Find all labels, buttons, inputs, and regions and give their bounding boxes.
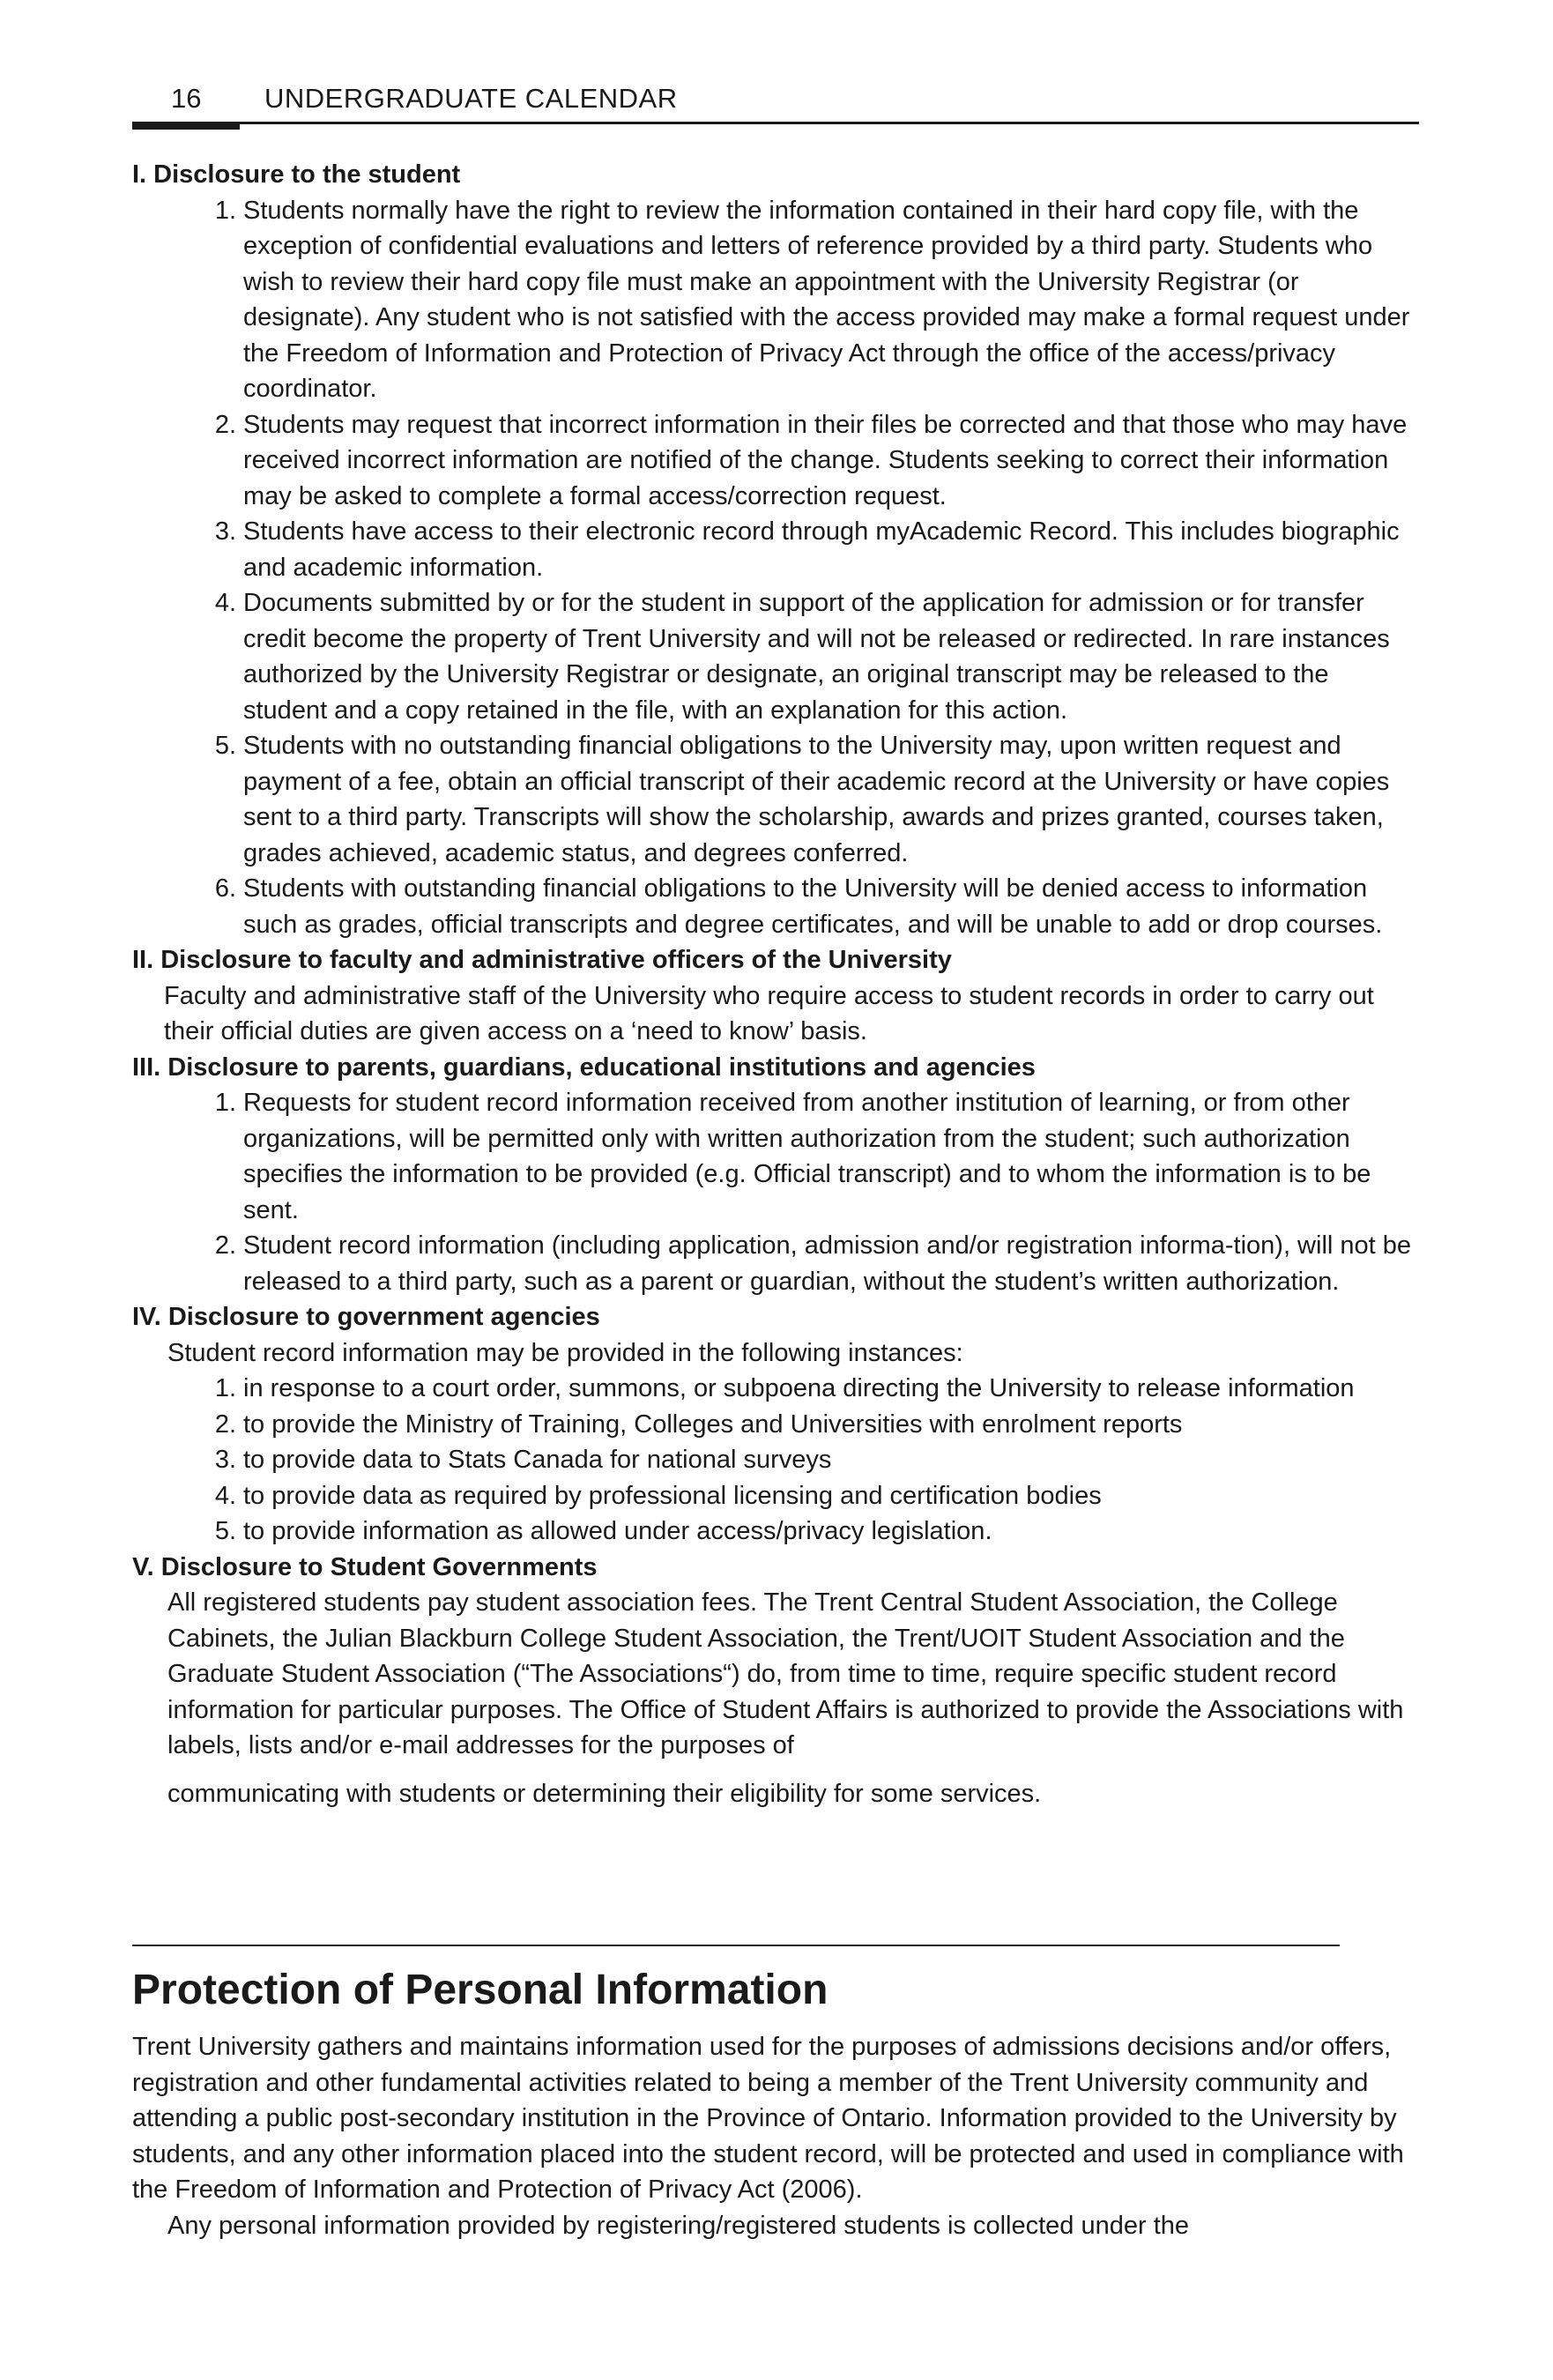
protection-heading: Protection of Personal Information	[132, 1967, 829, 2013]
section-paragraph: All registered students pay student association fees. The Trent Central Student Association, the College Cabinets, the Julian Blackburn College Student Association, the Trent/UOIT Student Association and the Graduate Student Association (“The Associations“) do, from time to time, require specific student record information for particular purposes. The Office of Student Affairs is authorized to provide the Associations with labels, lists and/or e-mail addresses for the purposes of	[167, 1588, 1404, 1759]
item-number: 5.	[214, 732, 236, 760]
item-number: 3.	[214, 1446, 236, 1474]
item-text: Student record information (including application, admission and/or registration informa-tion), will not be released to a third party, such as a parent or guardian, without the student’s written authorization.	[243, 1231, 1412, 1296]
item-number: 4.	[214, 1481, 236, 1510]
list-item	[132, 1442, 1419, 1478]
section-separator	[132, 1945, 1340, 1946]
item-number: 5.	[214, 1517, 236, 1545]
list-item	[132, 514, 1419, 585]
item-number: 2.	[214, 1231, 236, 1260]
item-text: Students have access to their electronic record through myAcademic Record. This includes biographic and academic information.	[243, 517, 1400, 582]
protection-body	[132, 2029, 1419, 2243]
header-bar-mark	[132, 122, 240, 130]
list-item	[132, 1514, 1419, 1550]
numbered-list	[132, 193, 1419, 943]
item-text: to provide data as required by professional licensing and certification bodies	[243, 1481, 1102, 1510]
section-heading: II. Disclosure to faculty and administrative officers of the University	[132, 946, 952, 974]
item-text: Students normally have the right to review the information contained in their hard copy file, with the exception of confidential evaluations and letters of reference provided by a third party. Students who wish to review their hard copy file must make an appointment with the University Registrar (or designate). Any student who is not satisfied with the access provided may make a formal request under the Freedom of Information and Protection of Privacy Act through the office of the access/privacy coordinator.	[243, 196, 1410, 403]
list-item	[132, 407, 1419, 515]
section-paragraph-end: communicating with students or determining their eligibility for some services.	[167, 1779, 1042, 1808]
item-number: 2.	[214, 1409, 236, 1439]
list-item	[132, 1371, 1419, 1407]
item-number: 1.	[214, 1089, 236, 1117]
item-text: Requests for student record information received from another institution of learning, or from other organizations, will be permitted only with written authorization from the student; such authorization specifies the information to be provided (e.g. Official transcript) and to whom the information is to be sent.	[243, 1089, 1371, 1224]
section-heading: I. Disclosure to the student	[132, 160, 461, 189]
page-number: 16	[171, 83, 202, 114]
item-text: Students with outstanding financial obligations to the University will be denied access to information such as grades, official transcripts and degree certificates, and will be unable to add or drop courses.	[243, 874, 1383, 939]
list-item	[132, 728, 1419, 871]
list-item	[132, 585, 1419, 728]
header-rule	[240, 122, 1419, 124]
item-number: 4.	[214, 589, 236, 617]
section-heading: V. Disclosure to Student Governments	[132, 1552, 598, 1581]
numbered-list	[132, 1085, 1419, 1299]
item-number: 6.	[214, 874, 236, 903]
item-number: 2.	[214, 410, 236, 439]
running-header	[132, 81, 1419, 130]
running-title: UNDERGRADUATE CALENDAR	[264, 83, 678, 114]
list-item	[132, 871, 1419, 942]
section-disclosure-government	[132, 1299, 1419, 1550]
section-paragraph: Faculty and administrative staff of the University who require access to student records in order to carry out their official duties are given access on a ‘need to know’ basis.	[164, 981, 1374, 1045]
item-text: to provide the Ministry of Training, Colleges and Universities with enrolment reports	[243, 1409, 1183, 1439]
section-disclosure-parents	[132, 1050, 1419, 1300]
item-text: Documents submitted by or for the student in support of the application for admission or for transfer credit become the property of Trent University and will not be released or redirected. In rare instances authorized by the University Registrar or designate, an original transcript may be released to the student and a copy retained in the file, with an explanation for this action.	[243, 589, 1390, 725]
section-paragraph: Student record information may be provided in the following instances:	[167, 1338, 963, 1367]
numbered-list	[132, 1371, 1419, 1550]
list-item	[132, 1228, 1419, 1299]
list-item	[132, 193, 1419, 407]
list-item	[132, 1478, 1419, 1514]
section-heading: III. Disclosure to parents, guardians, educational institutions and agencies	[132, 1052, 1036, 1082]
section-disclosure-faculty	[132, 942, 1419, 1050]
item-text: Students may request that incorrect information in their files be corrected and that those who may have received incorrect information are notified of the change. Students seeking to correct their information may be asked to complete a formal access/correction request.	[243, 410, 1408, 510]
item-number: 1.	[214, 1374, 236, 1402]
protection-paragraph: Any personal information provided by registering/registered students is collected under the	[167, 2211, 1190, 2240]
item-text: Students with no outstanding financial obligations to the University may, upon written request and payment of a fee, obtain an official transcript of their academic record at the University or have copies sent to a third party. Transcripts will show the scholarship, awards and prizes granted, courses taken, grades achieved, academic status, and degrees conferred.	[243, 732, 1390, 867]
disclosure-content	[132, 157, 1419, 1811]
item-number: 3.	[214, 517, 236, 546]
item-text: to provide information as allowed under access/privacy legislation.	[243, 1517, 992, 1545]
item-text: in response to a court order, summons, or subpoena directing the University to release information	[243, 1374, 1355, 1402]
section-heading: IV. Disclosure to government agencies	[132, 1303, 600, 1331]
item-text: to provide data to Stats Canada for national surveys	[243, 1446, 832, 1474]
section-disclosure-student	[132, 157, 1419, 942]
list-item	[132, 1085, 1419, 1228]
list-item	[132, 1407, 1419, 1443]
section-disclosure-student-governments	[132, 1550, 1419, 1812]
protection-paragraph: Trent University gathers and maintains information used for the purposes of admissions decisions and/or offers, registration and other fundamental activities related to being a member of the Trent University community and attending a public post-secondary institution in the Province of Ontario. Information provided to the University by students, and any other information placed into the student record, will be protected and used in compliance with the Freedom of Information and Protection of Privacy Act (2006).	[132, 2033, 1404, 2204]
item-number: 1.	[214, 196, 236, 225]
